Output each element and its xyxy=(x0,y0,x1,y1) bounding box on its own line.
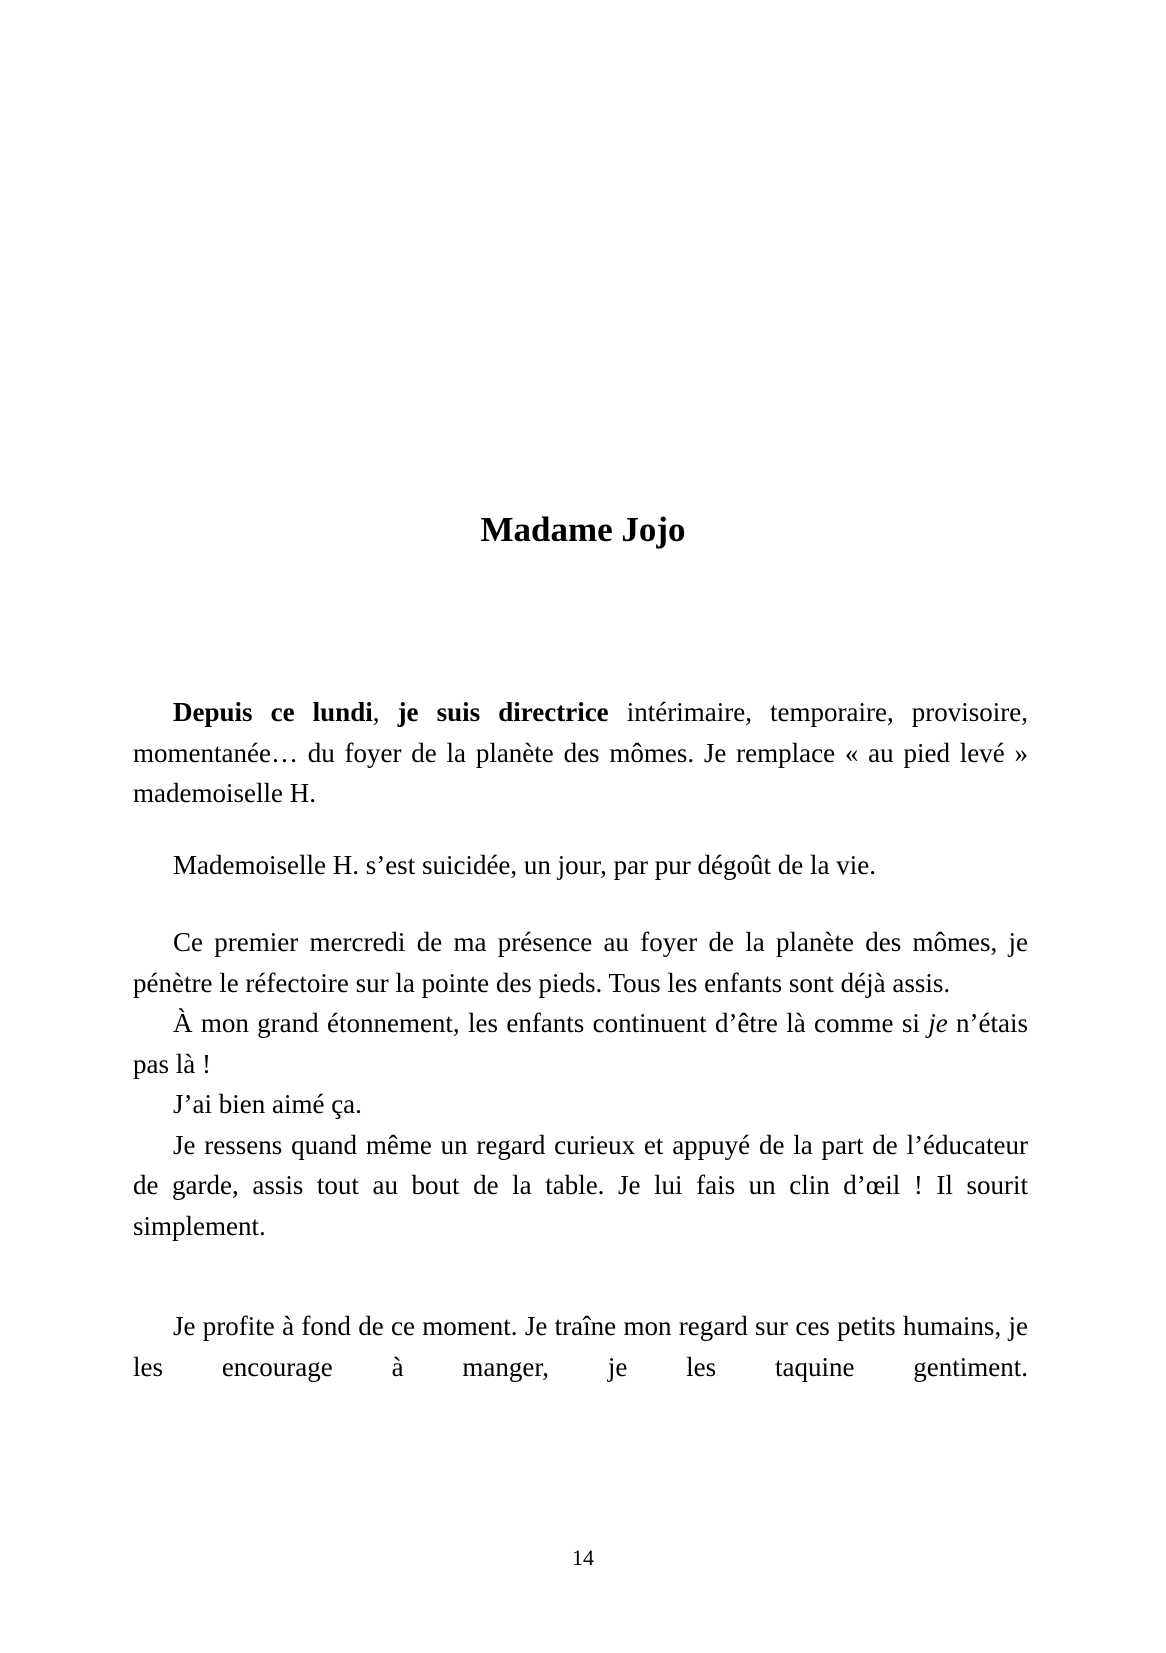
paragraph-group-4 xyxy=(133,1306,1028,1387)
paragraph-3: Ce premier mercredi de ma présence au foyer de la planète des mômes, je pénètre le réfectoire sur la pointe des pieds. Tous les enfants sont déjà assis. xyxy=(133,927,1028,998)
paragraph-2: Mademoiselle H. s’est suicidée, un jour, par pur dégoût de la vie. xyxy=(173,850,876,880)
paragraph-4 xyxy=(133,1003,1028,1084)
paragraph-5: J’ai bien aimé ça. xyxy=(173,1089,362,1119)
paragraph-7: Je profite à fond de ce moment. Je traîne mon regard sur ces petits humains, je les encourage à manger, je les taquine gentiment. xyxy=(133,1311,1028,1382)
page-number: 14 xyxy=(572,1545,594,1570)
paragraph-1-separator: , xyxy=(372,697,398,727)
paragraph-4-italic: je xyxy=(928,1008,948,1038)
chapter-title: Madame Jojo xyxy=(480,510,686,549)
paragraph-4-before: À mon grand étonnement, les enfants continuent d’être là comme si xyxy=(173,1008,929,1038)
paragraph-group-3 xyxy=(133,922,1028,1246)
paragraph-group-2 xyxy=(133,845,1028,886)
paragraph-6: Je ressens quand même un regard curieux et appuyé de la part de l’éducateur de garde, assis tout au bout de la table. Je lui fais un clin d’œil ! Il sourit simplement. xyxy=(133,1129,1028,1241)
paragraph-1-rest: intérimaire, temporaire, provisoire, momentanée… du foyer de la planète des mômes. Je remplace « au pied levé » mademoiselle H. xyxy=(133,697,1029,808)
paragraph-1-bold-1: Depuis ce lundi xyxy=(173,697,373,727)
paragraph-1 xyxy=(133,692,1028,814)
paragraph-4-after: n’étais pas là ! xyxy=(133,1008,1028,1079)
paragraph-group-1 xyxy=(133,692,1028,814)
paragraph-1-bold-2: je suis directrice xyxy=(397,697,609,727)
